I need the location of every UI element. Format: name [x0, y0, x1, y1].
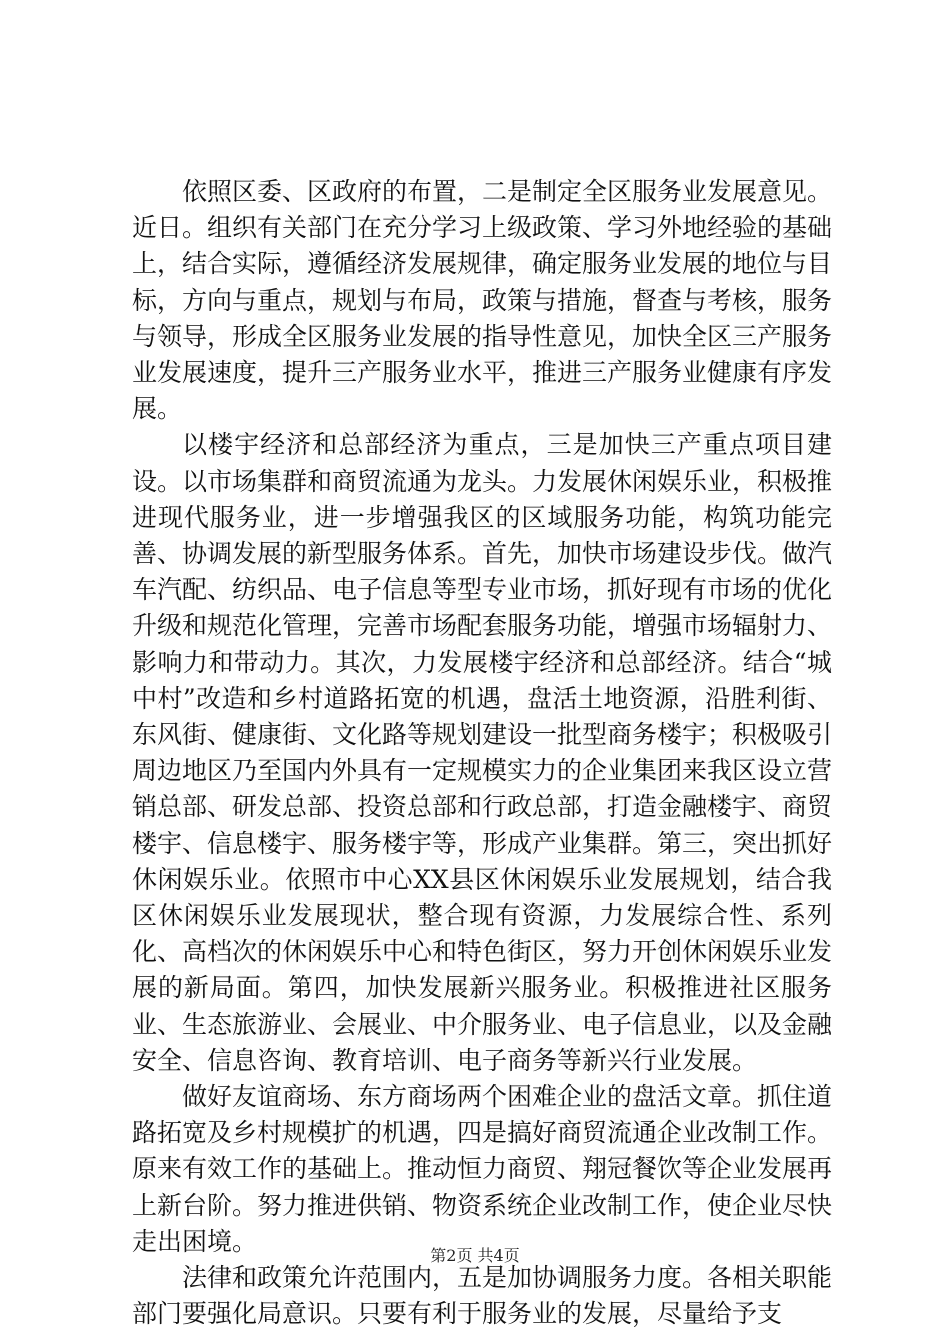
document-body: [132, 174, 832, 1333]
paragraph-3: 做好友谊商场、东方商场两个困难企业的盘活文章。抓住道路拓宽及乡村规模扩的机遇，四是搞好商贸流通企业改制工作。原来有效工作的基础上。推动恒力商贸、翔冠餐饮等企业发展再上新台阶。努力推进供销、物资系统企业改制工作，使企业尽快走出困境。: [132, 1082, 833, 1256]
paragraph-4: 法律和政策允许范围内，五是加协调服务力度。各相关职能部门要强化局意识。只要有利于服务业的发展，尽量给予支: [132, 1263, 833, 1329]
paragraph-1: 依照区委、区政府的布置，二是制定全区服务业发展意见。近日。组织有关部门在充分学习上级政策、学习外地经验的基础上，结合实际，遵循经济发展规律，确定服务业发展的地位与目标，方向与重点，规划与布局，政策与措施，督查与考核，服务与领导，形成全区服务业发展的指导性意见，加快全区三产服务业发展速度，提升三产服务业水平，推进三产服务业健康有序发展。: [132, 177, 833, 424]
page-number-footer: 第2页 共4页: [430, 1246, 520, 1265]
paragraph-2: 以楼宇经济和总部经济为重点，三是加快三产重点项目建设。以市场集群和商贸流通为龙头。力发展休闲娱乐业，积极推进现代服务业，进一步增强我区的区域服务功能，构筑功能完善、协调发展的新型服务体系。首先，加快市场建设步伐。做汽车汽配、纺织品、电子信息等型专业市场，抓好现有市场的优化升级和规范化管理，完善市场配套服务功能，增强市场辐射力、影响力和带动力。其次，力发展楼宇经济和总部经济。结合“城中村”改造和乡村道路拓宽的机遇，盘活土地资源，沿胜利街、东风街、健康街、文化路等规划建设一批型商务楼宇；积极吸引周边地区乃至国内外具有一定规模实力的企业集团来我区设立营销总部、研发总部、投资总部和行政总部，打造金融楼宇、商贸楼宇、信息楼宇、服务楼宇等，形成产业集群。第三，突出抓好休闲娱乐业。依照市中心XX县区休闲娱乐业发展规划，结合我区休闲娱乐业发展现状，整合现有资源，力发展综合性、系列化、高档次的休闲娱乐中心和特色街区，努力开创休闲娱乐业发展的新局面。第四，加快发展新兴服务业。积极推进社区服务业、生态旅游业、会展业、中介服务业、电子信息业，以及金融安全、信息咨询、教育培训、电子商务等新兴行业发展。: [132, 430, 833, 1075]
